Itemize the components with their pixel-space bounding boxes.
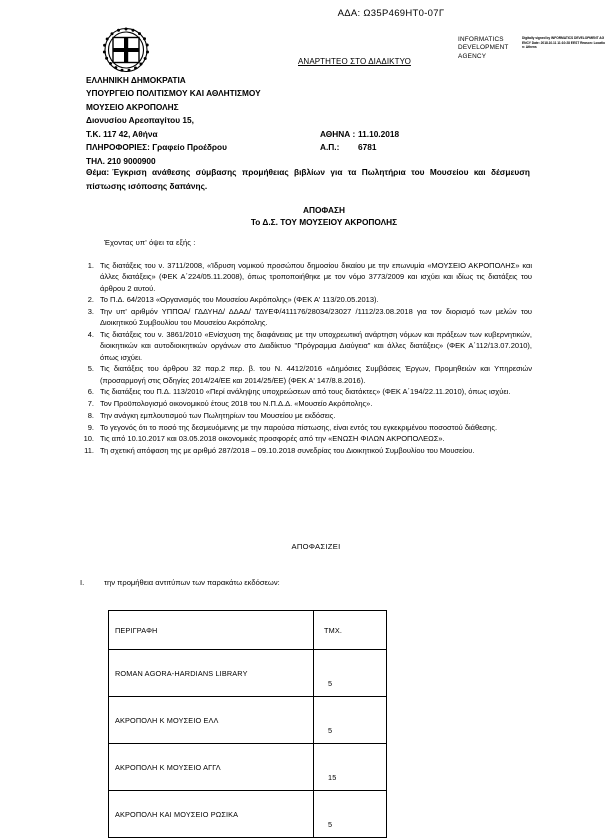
letterhead-line-1: ΕΛΛΗΝΙΚΗ ΔΗΜΟΚΡΑΤΙΑ: [86, 75, 186, 85]
list-item-number: 3.: [87, 307, 94, 316]
list-item-number: 2.: [87, 295, 94, 305]
table-row: [109, 697, 387, 744]
decision-subheading: Το Δ.Σ. ΤΟΥ ΜΟΥΣΕΙΟΥ ΑΚΡΟΠΟΛΗΣ: [250, 217, 398, 227]
cell-description: ROMAN AGORA-HARDIANS LIBRARY: [109, 650, 314, 697]
list-item-number: 1.: [87, 261, 94, 270]
list-item: [80, 445, 532, 456]
cell-description: ΑΚΡΟΠΟΛΗ ΚΑΙ ΜΟΥΣΕΙΟ ΡΩΣΙΚΑ: [109, 791, 314, 838]
list-item-text: Τις από 10.10.2017 και 03.05.2018 οικονομικές προσφορές από την «ΕΝΩΣΗ ΦΙΛΩΝ ΑΚΡΟΠΟΛΕΩΣ».: [100, 434, 445, 444]
cell-quantity: 5: [314, 791, 387, 838]
date-value: 11.10.2018: [358, 129, 400, 139]
list-item-text: Την υπ' αριθμόν ΥΠΠΟΑ/ ΓΔΔΥΗΔ/ ΔΔΑΔ/ ΤΔΥΕΦ/411176/28034/23027 /1112/23.08.2018 για τον διορισμό των μελών του Διοικητικού Συμβουλίου του Μουσείου Ακρόπολης.: [100, 307, 532, 328]
legal-references-list: [80, 260, 532, 457]
subject-block: [86, 166, 530, 194]
list-item: [80, 363, 532, 386]
letterhead-info: ΠΛΗΡΟΦΟΡΙΕΣ: Γραφείο Προέδρου: [86, 142, 227, 153]
list-item-text: Τις διατάξεις του ν. 3711/2008, «Ίδρυση νομικού προσώπου δημοσίου δικαίου με την επωνυμία «ΜΟΥΣΕΙΟ ΑΚΡΟΠΟΛΗΣ» και άλλες διατάξεις» (ΦΕΚ Α΄224/05.11.2008), όπως τροποποιήθηκε με τον νόμο 3773/2009 και ισχύει και ιδίως τις διατάξεις του άρθρου 2 αυτού.: [100, 261, 532, 293]
list-item-number: 9.: [87, 422, 94, 432]
list-item-text: Τις διατάξεις του Π.Δ. 113/2010 «Περί ανάληψης υποχρεώσεων από τους διατάκτες» (ΦΕΚ Α΄194/22.11.2010), όπως ισχύει.: [100, 387, 511, 397]
protocol-value: 6781: [358, 142, 377, 153]
list-item-number: 6.: [87, 387, 94, 397]
list-item-text: Τις διατάξεις του ν. 3861/2010 «Ενίσχυση της διαφάνειας με την υποχρεωτική ανάρτηση νόμων και πράξεων των κυβερνητικών, διοικητικών και αυτοδιοικητικών οργάνων στο Διαδίκτυο "Πρόγραμμα Διαύγεια" και άλλες διατάξεις» (ΦΕΚ Α΄112/13.07.2010), όπως ισχύει.: [100, 330, 532, 362]
list-item-number: 7.: [87, 399, 94, 408]
table-header-row: [109, 611, 387, 650]
list-item: [80, 410, 532, 421]
list-item-text: Την ανάγκη εμπλουτισμού των Πωλητηρίων του Μουσείου με εκδόσεις.: [100, 410, 336, 420]
cell-description: ΑΚΡΟΠΟΛΗ Κ ΜΟΥΣΕΙΟ ΕΛΛ: [109, 697, 314, 744]
date-label: ΑΘΗΝΑ :: [320, 129, 356, 139]
having-regard-text: Έχοντας υπ' όψει τα εξής :: [104, 238, 196, 247]
list-item-text: Τις διατάξεις του άρθρου 32 παρ.2 περ. β. του Ν. 4412/2016 «Δημόσιες Συμβάσεις Έργων, Προμηθειών και Υπηρεσιών (προσαρμογή στις Οδηγίες 2014/24/ΕΕ και 2014/25/ΕΕ) (ΦΕΚ Α' 147/8.8.2016).: [100, 364, 532, 385]
table-row: [109, 744, 387, 791]
list-item-text: Τη σχετική απόφαση της με αριθμό 287/2018 – 09.10.2018 συνεδρίας του Διοικητικού Συμβουλίου του Μουσείου.: [100, 446, 475, 455]
list-item: [80, 433, 532, 444]
decision-item-text: την προμήθεια αντιτύπων των παρακάτω εκδόσεων:: [104, 578, 280, 587]
list-item-number: 8.: [87, 410, 94, 420]
subject-label: Θέμα:: [86, 167, 110, 177]
signature-agency-title: INFORMATICS DEVELOPMENT AGENCY: [458, 36, 509, 60]
publication-notice: ΑΝΑΡΤΗΤΕΟ ΣΤΟ ΔΙΑΔΙΚΤΥΟ: [298, 57, 411, 66]
letterhead-line-3: ΜΟΥΣΕΙΟ ΑΚΡΟΠΟΛΗΣ: [86, 101, 179, 112]
protocol-row: [320, 141, 399, 154]
list-item: [80, 294, 532, 305]
protocol-label: Α.Π.:: [320, 142, 340, 153]
cell-quantity: 5: [314, 697, 387, 744]
cell-quantity: 5: [314, 650, 387, 697]
letterhead-postcode: Τ.Κ. 117 42, Αθήνα: [86, 128, 158, 139]
list-item: [80, 306, 532, 329]
decision-item: [80, 578, 532, 587]
list-item-number: 4.: [87, 330, 94, 339]
letterhead-phone: ΤΗΛ. 210 9000900: [86, 155, 156, 166]
list-item: [80, 260, 532, 294]
cell-quantity: 15: [314, 744, 387, 791]
list-item-number: 5.: [87, 364, 94, 374]
digital-signature-stamp: [458, 36, 608, 61]
column-header-description: ΠΕΡΙΓΡΑΦΗ: [109, 611, 314, 650]
list-item-number: 11.: [84, 446, 94, 455]
table-row: [109, 791, 387, 838]
column-header-quantity: ΤΜΧ.: [314, 611, 387, 650]
list-item-text: Το γεγονός ότι το ποσό της δεσμευόμενης με την παρούσα πίστωσης, είναι εντός του εγκεκριμένου ποσοστού διάθεσης.: [100, 422, 498, 432]
cell-description: ΑΚΡΟΠΟΛΗ Κ ΜΟΥΣΕΙΟ ΑΓΓΛ: [109, 744, 314, 791]
signature-detail-text: Digitally signed by INFORMATICS DEVELOPMENT AGENCY Date: 2018.10.11 11:10:28 EEST Reason: Location: Athens: [522, 36, 605, 50]
decides-heading: ΑΠΟΦΑΣΙΖΕΙ: [291, 542, 341, 551]
list-item-number: 10.: [83, 434, 94, 444]
ada-reference-code: ΑΔΑ: Ω35Ρ469ΗΤ0-07Γ: [337, 8, 445, 19]
list-item: [80, 329, 532, 363]
book-order-table: [108, 610, 387, 838]
table-row: [109, 650, 387, 697]
list-item-text: Τον Προϋπολογισμό οικονομικού έτους 2018 του Ν.Π.Δ.Δ. «Μουσείο Ακρόπολης».: [100, 399, 373, 408]
date-row: [320, 128, 399, 141]
decision-heading: ΑΠΟΦΑΣΗ: [303, 205, 345, 215]
subject-text: Έγκριση ανάθεσης σύμβασης προμήθειας βιβλίων για τα Πωλητήρια του Μουσείου και δέσμευση πίστωσης ισόποσης δαπάνης.: [86, 167, 530, 191]
letterhead-line-2: ΥΠΟΥΡΓΕΙΟ ΠΟΛΙΤΙΣΜΟΥ ΚΑΙ ΑΘΛΗΤΙΣΜΟΥ: [86, 88, 261, 99]
list-item: [80, 386, 532, 397]
letterhead-address: Διονυσίου Αρεοπαγίτου 15,: [86, 115, 194, 126]
hellenic-republic-emblem-icon: [98, 26, 154, 74]
list-item-text: Το Π.Δ. 64/2013 «Οργανισμός του Μουσείου Ακρόπολης» (ΦΕΚ Α' 113/20.05.2013).: [100, 295, 379, 305]
list-item: [80, 422, 532, 433]
list-item: [80, 398, 532, 409]
decision-item-number: Ι.: [80, 578, 85, 587]
correspondence-block: [320, 128, 399, 155]
